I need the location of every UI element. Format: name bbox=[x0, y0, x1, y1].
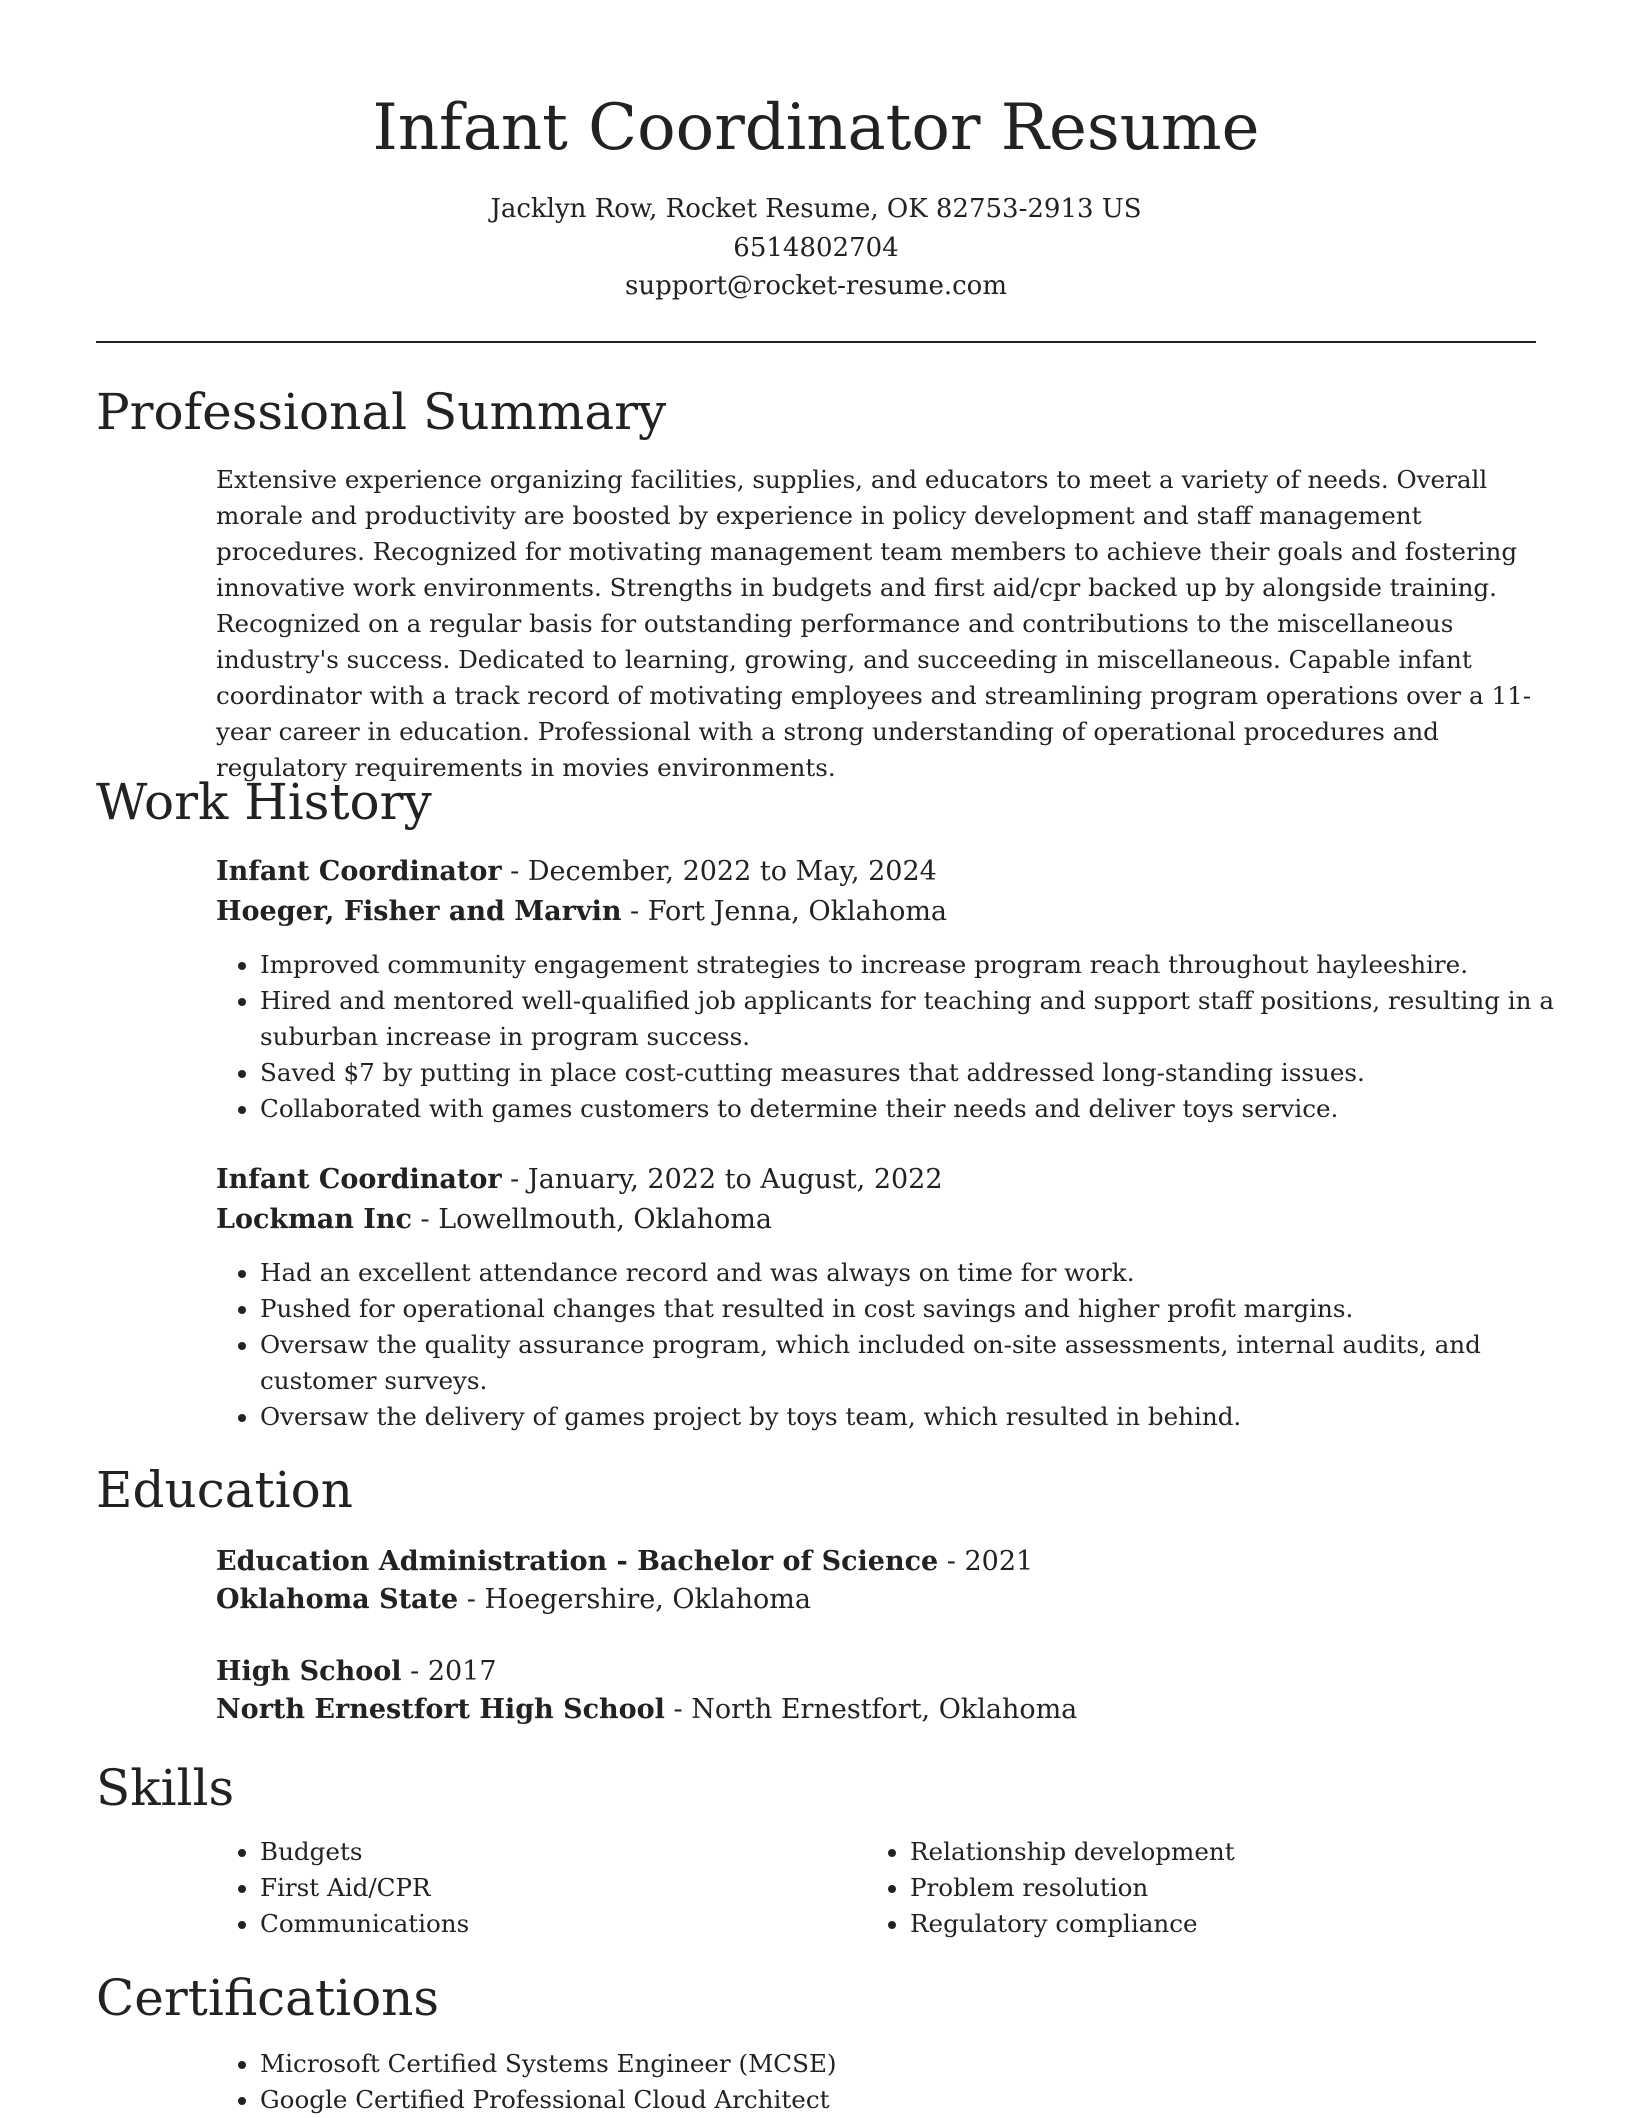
job-title: Infant Coordinator bbox=[216, 1164, 502, 1195]
job-company: Hoeger, Fisher and Marvin bbox=[216, 896, 622, 927]
education-degree: Education Administration - Bachelor of Science bbox=[216, 1546, 939, 1577]
skills-list-right bbox=[866, 1834, 1570, 1942]
summary-heading: Professional Summary bbox=[96, 383, 667, 441]
contact-address: Jacklyn Row, Rocket Resume, OK 82753-2913 US bbox=[490, 194, 1142, 224]
contact-email: support@rocket-resume.com bbox=[624, 271, 1007, 301]
list-item: • Google Certified Professional Cloud Architect bbox=[260, 2082, 1590, 2118]
list-item: • Oversaw the quality assurance program, which included on-site assessments, internal audits, and customer surveys. bbox=[260, 1327, 1590, 1399]
summary-text: Extensive experience organizing facilities, supplies, and educators to meet a variety of needs. Overall morale and productivity are boosted by experience in policy development and staff management procedures. Recognized for motivating management team members to achieve their goals and fostering innovative work environments. Strengths in budgets and first aid/cpr backed up by alongside training. Recognized on a regular basis for outstanding performance and contributions to the miscellaneous industry's success. Dedicated to learning, growing, and succeeding in miscellaneous. Capable infant coordinator with a track record of motivating employees and streamlining program operations over a 11-year career in education. Professional with a strong understanding of operational procedures and regulatory requirements in movies environments. bbox=[216, 465, 1532, 782]
certifications-heading: Certifications bbox=[96, 1969, 440, 2027]
job-1-title-line bbox=[216, 852, 937, 892]
list-item: • Communications bbox=[260, 1906, 860, 1942]
education-2-school-line bbox=[216, 1690, 1077, 1730]
resume-title: Infant Coordinator Resume bbox=[372, 91, 1260, 165]
list-item: • Budgets bbox=[260, 1834, 860, 1870]
education-2-degree-line bbox=[216, 1652, 497, 1692]
list-item: • Problem resolution bbox=[910, 1870, 1570, 1906]
job-dates: - January, 2022 to August, 2022 bbox=[501, 1164, 943, 1195]
list-item: • Hired and mentored well-qualified job applicants for teaching and support staff positions, resulting in a suburban increase in program success. bbox=[260, 983, 1590, 1055]
list-item: • Had an excellent attendance record and was always on time for work. bbox=[260, 1255, 1590, 1291]
job-2-title-line bbox=[216, 1160, 943, 1200]
list-item: • Improved community engagement strategies to increase program reach throughout hayleeshire. bbox=[260, 947, 1590, 983]
job-location: - Fort Jenna, Oklahoma bbox=[621, 896, 948, 927]
header-divider bbox=[96, 341, 1536, 343]
list-item: • Saved $7 by putting in place cost-cutting measures that addressed long-standing issues. bbox=[260, 1055, 1590, 1091]
job-location: - Lowellmouth, Oklahoma bbox=[411, 1204, 772, 1235]
list-item: • Regulatory compliance bbox=[910, 1906, 1570, 1942]
list-item: • First Aid/CPR bbox=[260, 1870, 860, 1906]
education-1-degree-line bbox=[216, 1542, 1033, 1582]
education-location: - Hoegershire, Oklahoma bbox=[458, 1584, 811, 1615]
education-heading: Education bbox=[96, 1461, 353, 1519]
list-item: • Pushed for operational changes that resulted in cost savings and higher profit margins. bbox=[260, 1291, 1590, 1327]
education-school: Oklahoma State bbox=[216, 1584, 459, 1615]
certifications-list bbox=[216, 2046, 1590, 2118]
education-school: North Ernestfort High School bbox=[216, 1694, 665, 1725]
education-1-school-line bbox=[216, 1580, 811, 1620]
education-year: - 2021 bbox=[938, 1546, 1034, 1577]
list-item: • Relationship development bbox=[910, 1834, 1570, 1870]
job-2-company-line bbox=[216, 1200, 772, 1240]
job-company: Lockman Inc bbox=[216, 1204, 412, 1235]
contact-phone: 6514802704 bbox=[733, 233, 899, 263]
list-item: • Collaborated with games customers to determine their needs and deliver toys service. bbox=[260, 1091, 1590, 1127]
job-2-duties bbox=[216, 1255, 1590, 1435]
education-location: - North Ernestfort, Oklahoma bbox=[664, 1694, 1078, 1725]
education-year: - 2017 bbox=[401, 1656, 497, 1687]
list-item: • Microsoft Certified Systems Engineer (MCSE) bbox=[260, 2046, 1590, 2082]
work-history-heading: Work History bbox=[96, 773, 432, 831]
skills-heading: Skills bbox=[96, 1759, 235, 1817]
job-title: Infant Coordinator bbox=[216, 856, 502, 887]
list-item: • Oversaw the delivery of games project by toys team, which resulted in behind. bbox=[260, 1399, 1590, 1435]
job-1-duties bbox=[216, 947, 1590, 1127]
job-1-company-line bbox=[216, 892, 947, 932]
skills-list-left bbox=[216, 1834, 860, 1942]
job-dates: - December, 2022 to May, 2024 bbox=[501, 856, 937, 887]
education-degree: High School bbox=[216, 1656, 402, 1687]
